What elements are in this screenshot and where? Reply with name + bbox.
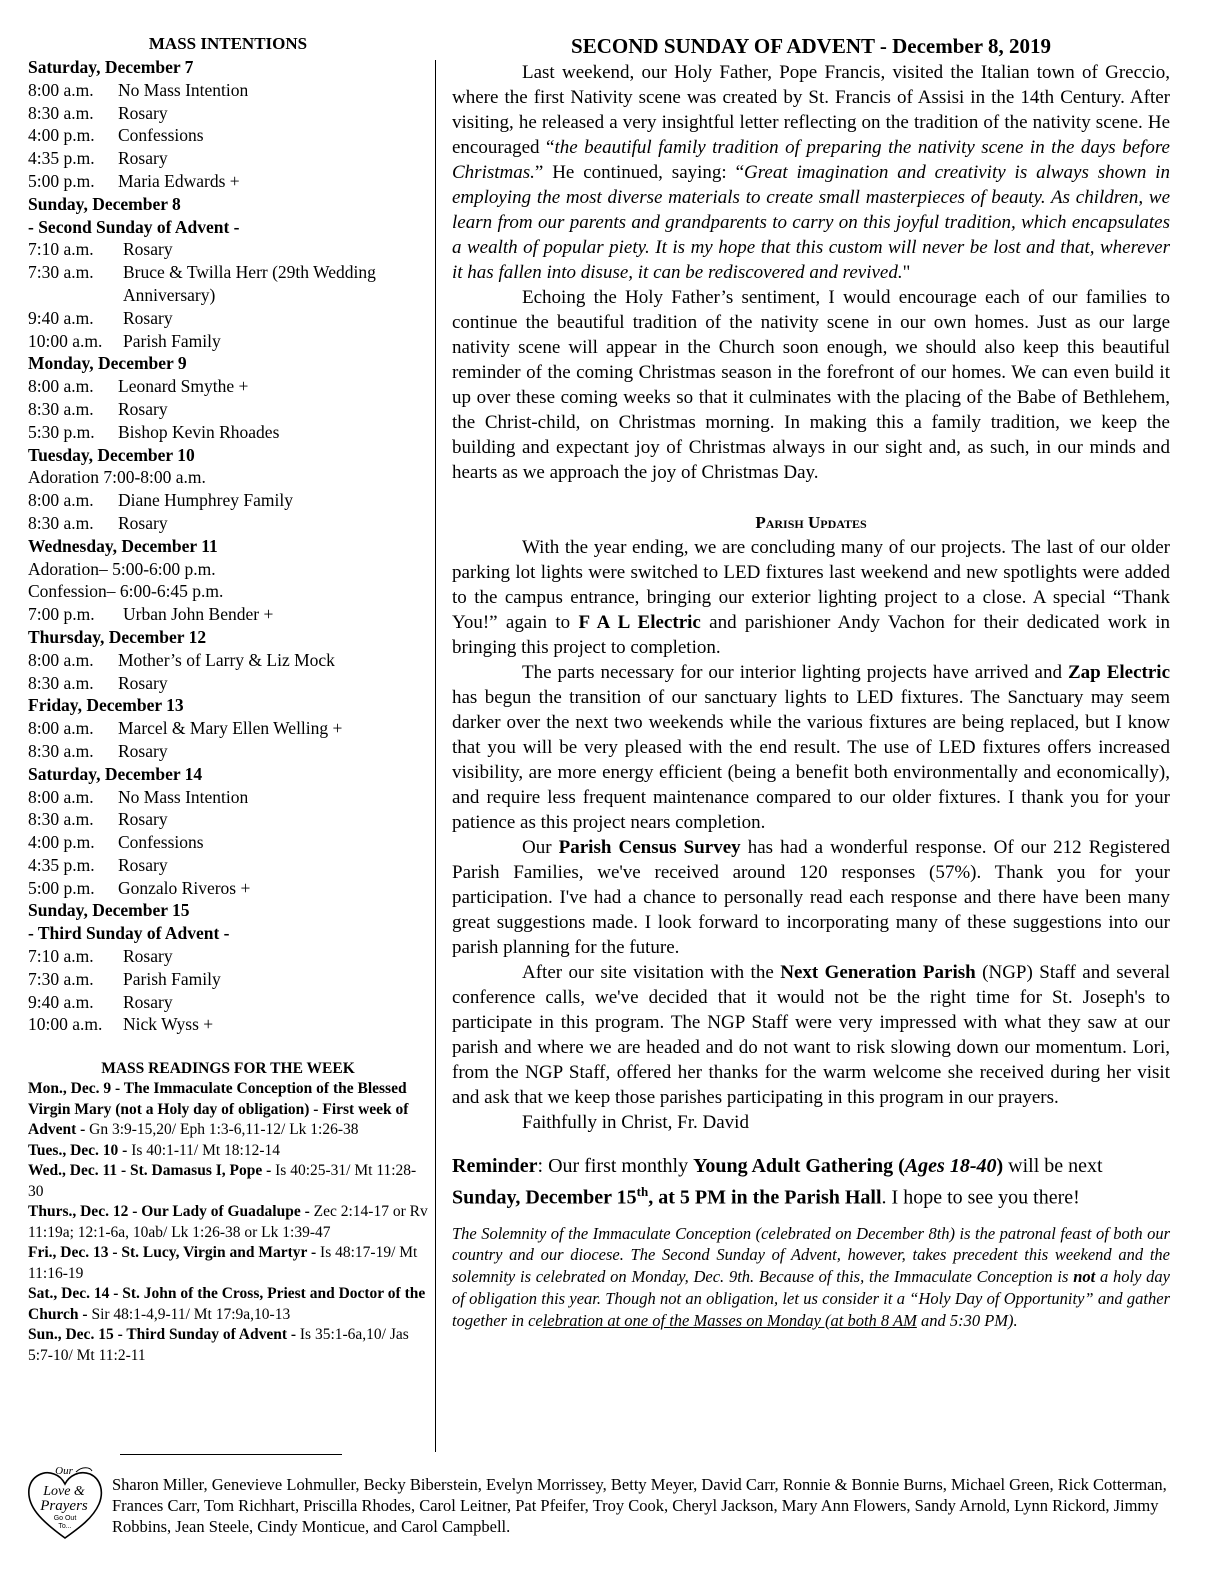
text-run: not <box>1073 1267 1096 1287</box>
immaculate-conception-note <box>452 1223 1170 1332</box>
schedule-line: Adoration– 5:00-6:00 p.m. <box>28 558 216 579</box>
mass-intention: Rosary <box>123 946 173 967</box>
text-run: Sunday, December 15 <box>452 1186 637 1209</box>
mass-entry <box>28 512 428 535</box>
text-run: Reminder <box>452 1155 538 1177</box>
mass-entry <box>28 124 428 147</box>
text-run: " <box>902 262 911 283</box>
update-paragraph <box>452 960 1170 1110</box>
reading-citations: Is 40:25-31/ Mt 11:28-30 <box>28 1162 417 1200</box>
day-heading: Wednesday, December 11 <box>28 535 218 556</box>
mass-entry <box>28 786 428 809</box>
mass-time: 7:30 a.m. <box>28 968 94 989</box>
reading-day: Wed., Dec. 11 - St. Damasus I, Pope - <box>28 1162 276 1180</box>
text-run: will be next <box>1003 1155 1103 1177</box>
mass-readings-title: MASS READINGS FOR THE WEEK <box>101 1060 355 1078</box>
text-run: lebration at one of the Masses on Monday (at both 8 AM <box>542 1310 917 1330</box>
text-run: With the year ending, we are concluding many of our projects. The last of our older parking lot lights were switched to LED fixtures last weekend and new spotlights were added to the campus entrance, bringing our exterior lighting project to a close. A special “Thank You!” again to <box>452 537 1170 633</box>
signoff: Faithfully in Christ, Fr. David <box>522 1112 749 1133</box>
mass-intention: Mother’s of Larry & Liz Mock <box>118 649 335 670</box>
mass-intention: Rosary <box>118 148 168 169</box>
text-run: The Solemnity of the Immaculate Conception (celebrated on December 8th) is the patronal feast of both our country and our diocese. The Second Sunday of Advent, however, takes precedent this weekend and the solemnity is celebrated on Monday, Dec. 9th. Because of this, the Immaculate Conception is <box>452 1223 1170 1287</box>
mass-entry <box>28 854 428 877</box>
mass-intention: Bishop Kevin Rhoades <box>118 421 280 442</box>
mass-time: 8:00 a.m. <box>28 718 94 739</box>
mass-time: 10:00 a.m. <box>28 1014 103 1035</box>
mass-entry <box>28 375 428 398</box>
mass-entry <box>28 1013 428 1036</box>
day-heading: Thursday, December 12 <box>28 626 207 647</box>
logo-text: Go Out <box>53 1515 77 1522</box>
prayers-heart-logo <box>24 1462 106 1542</box>
left-column <box>28 34 428 1366</box>
mass-time: 7:10 a.m. <box>28 946 94 967</box>
mass-intention: Rosary <box>123 239 173 260</box>
mass-intentions-title: MASS INTENTIONS <box>148 34 308 53</box>
text-run: Next Generation Parish <box>780 962 976 983</box>
logo-text: To... <box>58 1523 72 1530</box>
text-run: F A L Electric <box>578 612 701 633</box>
mass-intention: Bruce & Twilla Herr (29th Wedding Anniversary) <box>123 262 376 305</box>
reading-citations: Is 35:1-6a,10/ Jas 5:7-10/ Mt 11:2-11 <box>28 1326 409 1364</box>
schedule-line: Confession– 6:00-6:45 p.m. <box>28 581 224 602</box>
logo-text: Our <box>55 1465 73 1477</box>
mass-time: 7:30 a.m. <box>28 262 94 283</box>
reading-item <box>28 1325 428 1366</box>
reading-item <box>28 1202 428 1243</box>
mass-entry <box>28 421 428 444</box>
mass-entry <box>28 672 428 695</box>
mass-time: 8:00 a.m. <box>28 490 94 511</box>
reading-day: Fri., Dec. 13 - St. Lucy, Virgin and Martyr - <box>28 1244 321 1262</box>
day-heading: - Second Sunday of Advent - <box>28 216 240 237</box>
mass-intention: No Mass Intention <box>118 79 249 100</box>
column-divider <box>435 60 436 1452</box>
mass-intentions-list <box>28 56 428 1036</box>
mass-entry <box>28 398 428 421</box>
mass-entry <box>28 831 428 854</box>
text-run: Young Adult Gathering ( <box>693 1155 905 1177</box>
schedule-line: Adoration 7:00-8:00 a.m. <box>28 467 206 488</box>
mass-entry <box>28 945 428 968</box>
mass-intention: Rosary <box>123 991 173 1012</box>
mass-time: 7:10 a.m. <box>28 239 94 260</box>
mass-entry <box>28 603 428 626</box>
reading-day: Tues., Dec. 10 - <box>28 1141 132 1159</box>
young-adult-reminder <box>452 1153 1170 1211</box>
mass-intention: Marcel & Mary Ellen Welling + <box>118 718 343 739</box>
mass-time: 9:40 a.m. <box>28 991 94 1012</box>
reading-citations: Gn 3:9-15,20/ Eph 1:3-6,11-12/ Lk 1:26-38 <box>89 1121 359 1139</box>
day-heading: Friday, December 13 <box>28 695 184 716</box>
mass-intention: Rosary <box>118 512 168 533</box>
text-run: ” He continued, saying: “ <box>534 162 745 183</box>
mass-intention: Leonard Smythe + <box>118 376 249 397</box>
reading-item <box>28 1284 428 1325</box>
text-run: Zap Electric <box>1067 662 1171 683</box>
reading-citations: Is 48:17-19/ Mt 11:16-19 <box>28 1244 418 1282</box>
main-title: SECOND SUNDAY OF ADVENT - December 8, 2019 <box>571 34 1051 58</box>
update-paragraph <box>452 535 1170 660</box>
mass-time: 8:30 a.m. <box>28 672 94 693</box>
text-run: . I hope to see you there! <box>881 1186 1080 1209</box>
day-heading: Saturday, December 7 <box>28 57 194 77</box>
mass-time: 8:30 a.m. <box>28 809 94 830</box>
mass-readings-list <box>28 1079 428 1366</box>
text-run: th <box>636 1184 649 1199</box>
mass-time: 4:00 p.m. <box>28 832 95 853</box>
update-paragraph <box>452 835 1170 960</box>
right-column <box>452 34 1170 1332</box>
mass-intention: Parish Family <box>123 968 221 989</box>
mass-intention: Urban John Bender + <box>123 604 274 625</box>
logo-text: Love & <box>43 1484 85 1499</box>
mass-time: 8:30 a.m. <box>28 102 94 123</box>
text-run: the beautiful family tradition of preparing the nativity scene in the days before Christmas. <box>452 137 1170 183</box>
mass-entry <box>28 79 428 102</box>
mass-time: 8:30 a.m. <box>28 740 94 761</box>
mass-time: 4:00 p.m. <box>28 125 95 146</box>
text-run: a holy day of obligation this year. Though not an obligation, let us consider it a “Holy Day of Opportunity” and gather together in ce <box>452 1267 1171 1330</box>
mass-intention: Diane Humphrey Family <box>118 490 293 511</box>
letter-paragraph <box>452 60 1170 285</box>
text-run: Great imagination and creativity is always shown in employing the most diverse materials to create small masterpieces of beauty. As children, we learn from our parents and grandparents to carry on this joyful tradition, which encapsulates a wealth of popular piety. It is my hope that this custom will never be lost and that, wherever it has fallen into disuse, it can be rediscovered and revived. <box>452 162 1170 283</box>
reading-item <box>28 1079 428 1141</box>
letter-paragraph: Echoing the Holy Father’s sentiment, I would encourage each of our families to continue the beautiful tradition of the nativity scene in our own homes. Just as our large nativity scene will appear in the Church soon enough, we should also keep this beautiful reminder of the coming Christmas season in the forefront of our homes. We can even build it up over these coming weeks so that it culminates with the placing of the Babe of Bethlehem, the Christ-child, on Christmas morning. In making this a family tradition, we keep the building and expectant joy of Christmas always in our sight and, as such, in our minds and hearts as we approach the joy of Christmas Day. <box>452 287 1170 483</box>
reading-citations: Is 40:1-11/ Mt 18:12-14 <box>131 1141 281 1159</box>
mass-time: 8:00 a.m. <box>28 79 94 100</box>
text-run: and 5:30 PM). <box>916 1310 1018 1330</box>
text-run: : Our first monthly <box>537 1155 694 1177</box>
day-heading: - Third Sunday of Advent - <box>28 923 230 944</box>
text-run: Last weekend, our Holy Father, Pope Francis, visited the Italian town of Greccio, where the first Nativity scene was created by St. Francis of Assisi in the 14th Century. After visiting, he released a very insightful letter reflecting on the tradition of the nativity scene. He encouraged “ <box>452 62 1170 158</box>
mass-entry <box>28 238 428 261</box>
text-run: (NGP) Staff and several conference calls, we've decided that it would not be the right time for St. Joseph's to participate in this program. The NGP Staff were very impressed with what they saw at our parish and where we are headed and do not want to risk slowing down our momentum. Lori, from the NGP Staff, offered her thanks for the warm welcome she received during her visit and ask that we keep those parishes participating in this program in our prayers. <box>452 962 1170 1108</box>
mass-time: 4:35 p.m. <box>28 148 95 169</box>
text-run: has begun the transition of our sanctuary lights to LED fixtures. The Sanctuary may seem darker over the next two weekends while the various fixtures are being replaced, but I know that you will be very pleased with the end result. The use of LED fixtures offers increased visibility, are more energy efficient (being a benefit both environmentally and economically), and require less frequent maintenance compared to our older fixtures. I thank you for your patience as this project nears completion. <box>452 687 1170 833</box>
reading-citations: Zec 2:14-17 or Rv 11:19a; 12:1-6a, 10ab/ Lk 1:26-38 or Lk 1:39-47 <box>28 1203 428 1241</box>
parish-updates-heading: Parish Updates <box>755 513 867 532</box>
mass-time: 7:00 p.m. <box>28 604 95 625</box>
text-run: The parts necessary for our interior lighting projects have arrived and <box>522 662 1068 683</box>
mass-time: 9:40 a.m. <box>28 307 94 328</box>
mass-intention: Rosary <box>118 740 168 761</box>
pastor-letter <box>452 60 1170 485</box>
mass-intention: Gonzalo Riveros + <box>118 877 251 898</box>
mass-time: 8:00 a.m. <box>28 786 94 807</box>
day-heading: Monday, December 9 <box>28 353 187 374</box>
mass-intention: Confessions <box>118 832 204 853</box>
reading-item <box>28 1161 428 1202</box>
reading-citations: Sir 48:1-4,9-11/ Mt 17:9a,10-13 <box>91 1305 291 1323</box>
mass-intention: Rosary <box>118 102 168 123</box>
mass-intention: Rosary <box>118 672 168 693</box>
mass-entry <box>28 102 428 125</box>
mass-entry <box>28 261 428 307</box>
text-run: has had a wonderful response. Of our 212 Registered Parish Families, we've received around 120 responses (57%). Thank you for your participation. I've had a chance to personally read each response and there have been many great suggestions made. I look forward to incorporating many of these suggestions into our parish planning for the future. <box>452 837 1170 958</box>
mass-entry <box>28 808 428 831</box>
mass-time: 8:00 a.m. <box>28 649 94 670</box>
mass-time: 5:00 p.m. <box>28 877 95 898</box>
mass-time: 8:30 a.m. <box>28 398 94 419</box>
mass-entry <box>28 991 428 1014</box>
mass-intention: Rosary <box>118 809 168 830</box>
mass-time: 8:30 a.m. <box>28 512 94 533</box>
mass-intention: Rosary <box>123 307 173 328</box>
text-run: Ages 18-40 <box>904 1155 997 1177</box>
mass-intention: No Mass Intention <box>118 786 249 807</box>
text-run: , at 5 PM in the Parish Hall <box>648 1186 882 1209</box>
mass-entry <box>28 147 428 170</box>
mass-intention: Nick Wyss + <box>123 1014 214 1035</box>
mass-intention: Parish Family <box>123 330 221 351</box>
text-run: and parishioner Andy Vachon for their dedicated work in bringing this project to completion. <box>452 612 1170 658</box>
day-heading: Sunday, December 8 <box>28 193 181 214</box>
mass-entry <box>28 330 428 353</box>
text-run: ) <box>996 1155 1004 1177</box>
reading-item <box>28 1243 428 1284</box>
mass-entry <box>28 307 428 330</box>
day-heading: Sunday, December 15 <box>28 900 190 921</box>
reading-day: Mon., Dec. 9 - The Immaculate Conception of the Blessed Virgin Mary (not a Holy day of obligation) - First week of Advent - <box>28 1080 409 1139</box>
mass-intention: Confessions <box>118 125 204 146</box>
text-run: Parish Census Survey <box>558 837 741 858</box>
text-run: After our site visitation with the <box>522 962 781 983</box>
mass-time: 10:00 a.m. <box>28 330 103 351</box>
mass-intention: Rosary <box>118 854 168 875</box>
mass-intention: Rosary <box>118 398 168 419</box>
update-paragraph <box>452 660 1170 835</box>
mass-entry <box>28 968 428 991</box>
prayer-list: Sharon Miller, Genevieve Lohmuller, Becky Biberstein, Evelyn Morrissey, Betty Meyer, David Carr, Ronnie & Bonnie Burns, Michael Green, Rick Cotterman, Frances Carr, Tom Richhart, Priscilla Rhodes, Carol Leitner, Pat Pfeifer, Troy Cook, Cheryl Jackson, Mary Ann Flowers, Sandy Arnold, Lynn Rickord, Jimmy Robbins, Jean Steele, Cindy Monticue, and Carol Campbell. <box>112 1475 1167 1536</box>
mass-entry <box>28 170 428 193</box>
mass-time: 5:30 p.m. <box>28 421 95 442</box>
left-column-rule <box>120 1454 342 1455</box>
reading-item <box>28 1141 428 1162</box>
mass-entry <box>28 717 428 740</box>
mass-entry <box>28 877 428 900</box>
mass-time: 8:00 a.m. <box>28 376 94 397</box>
mass-time: 5:00 p.m. <box>28 170 95 191</box>
day-heading: Tuesday, December 10 <box>28 444 195 465</box>
mass-entry <box>28 489 428 512</box>
text-run: Our <box>522 837 559 858</box>
parish-updates-body <box>452 535 1170 1135</box>
mass-entry <box>28 740 428 763</box>
mass-entry <box>28 649 428 672</box>
reading-day: Sat., Dec. 14 - St. John of the Cross, Priest and Doctor of the Church - <box>28 1285 426 1323</box>
mass-intention: Maria Edwards + <box>118 170 240 191</box>
logo-text: Prayers <box>40 1498 88 1514</box>
reading-day: Sun., Dec. 15 - Third Sunday of Advent - <box>28 1326 300 1344</box>
reading-day: Thurs., Dec. 12 - Our Lady of Guadalupe - <box>28 1203 314 1221</box>
mass-time: 4:35 p.m. <box>28 854 95 875</box>
day-heading: Saturday, December 14 <box>28 763 203 784</box>
